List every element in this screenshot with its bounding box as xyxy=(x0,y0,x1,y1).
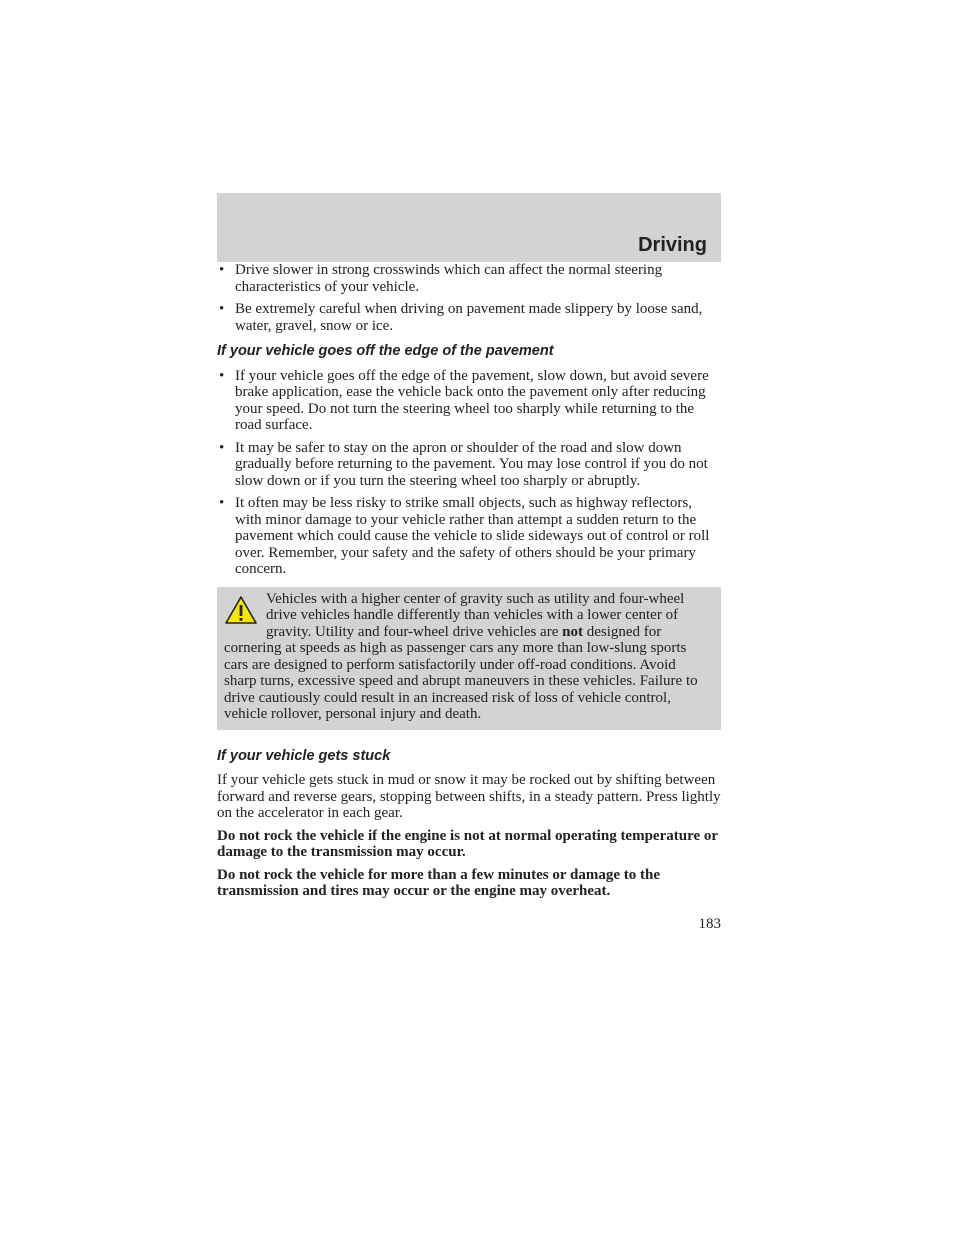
manual-page xyxy=(217,193,721,932)
stuck-paragraph: If your vehicle gets stuck in mud or snow it may be rocked out by shifting between forward and reverse gears, stopping between shifts, in a steady pattern. Press lightly on the accelerator in each gear. xyxy=(217,772,721,821)
section-header-band xyxy=(217,193,721,262)
bullet-list-pavement xyxy=(217,368,721,578)
list-item xyxy=(217,262,721,295)
bullet-icon: • xyxy=(219,367,225,384)
page-number: 183 xyxy=(698,915,721,932)
bullet-icon: • xyxy=(219,439,225,456)
section-title: Driving xyxy=(638,234,707,256)
bullet-list-top xyxy=(217,262,721,334)
list-item xyxy=(217,368,721,434)
warning-triangle-icon xyxy=(224,595,258,625)
warning-text xyxy=(224,591,711,723)
subheading-pavement: If your vehicle goes off the edge of the pavement xyxy=(217,343,554,359)
bullet-icon: • xyxy=(219,495,225,511)
list-item-text: Be extremely careful when driving on pavement made slippery by loose sand, water, gravel, snow or ice. xyxy=(235,301,703,334)
list-item-text: It often may be less risky to strike small objects, such as highway reflectors, with minor damage to your vehicle rather than attempt a sudden return to the pavement which could cause the vehicle to slide sideways out of control or roll over. Remember, your safety and the safety of others should be your primary concern. xyxy=(235,495,710,577)
list-item-text: It may be safer to stay on the apron or shoulder of the road and slow down gradually before returning to the pavement. You may lose control if you do not slow down or if you turn the steering wheel too sharply or abruptly. xyxy=(235,439,708,489)
list-item-text: Drive slower in strong crosswinds which can affect the normal steering characteristics of your vehicle. xyxy=(235,262,663,295)
warning-text-part: Vehicles with a higher center of gravity such as utility and four-wheel drive vehicles handle differently than vehicles with a lower center of gravity. Utility and four-wheel drive vehicles are xyxy=(266,590,685,640)
bullet-icon: • xyxy=(219,262,225,278)
warning-emphasis: not xyxy=(562,623,583,640)
caution-paragraph: Do not rock the vehicle for more than a few minutes or damage to the transmission and tires may occur or the engine may overheat. xyxy=(217,866,660,899)
page-content xyxy=(217,262,721,932)
list-item xyxy=(217,301,721,334)
list-item-text: If your vehicle goes off the edge of the pavement, slow down, but avoid severe brake application, ease the vehicle back onto the pavement only after reducing your speed. Do not turn the steering wheel too sharply while returning to the road surface. xyxy=(235,367,709,433)
subheading-stuck: If your vehicle gets stuck xyxy=(217,747,391,764)
list-item xyxy=(217,495,721,578)
caution-paragraph: Do not rock the vehicle if the engine is not at normal operating temperature or damage to the transmission may occur. xyxy=(217,827,718,860)
warning-box xyxy=(217,587,721,730)
bullet-icon: • xyxy=(219,301,225,317)
list-item xyxy=(217,440,721,490)
warning-text-part: designed for cornering at speeds as high as passenger cars any more than low-slung sports cars are designed to perform satisfactorily under off-road conditions. Avoid sharp turns, excessive speed and abrupt maneuvers in these vehicles. Failure to drive cautiously could result in an increased risk of loss of vehicle control, vehicle rollover, personal injury and death. xyxy=(224,623,698,722)
